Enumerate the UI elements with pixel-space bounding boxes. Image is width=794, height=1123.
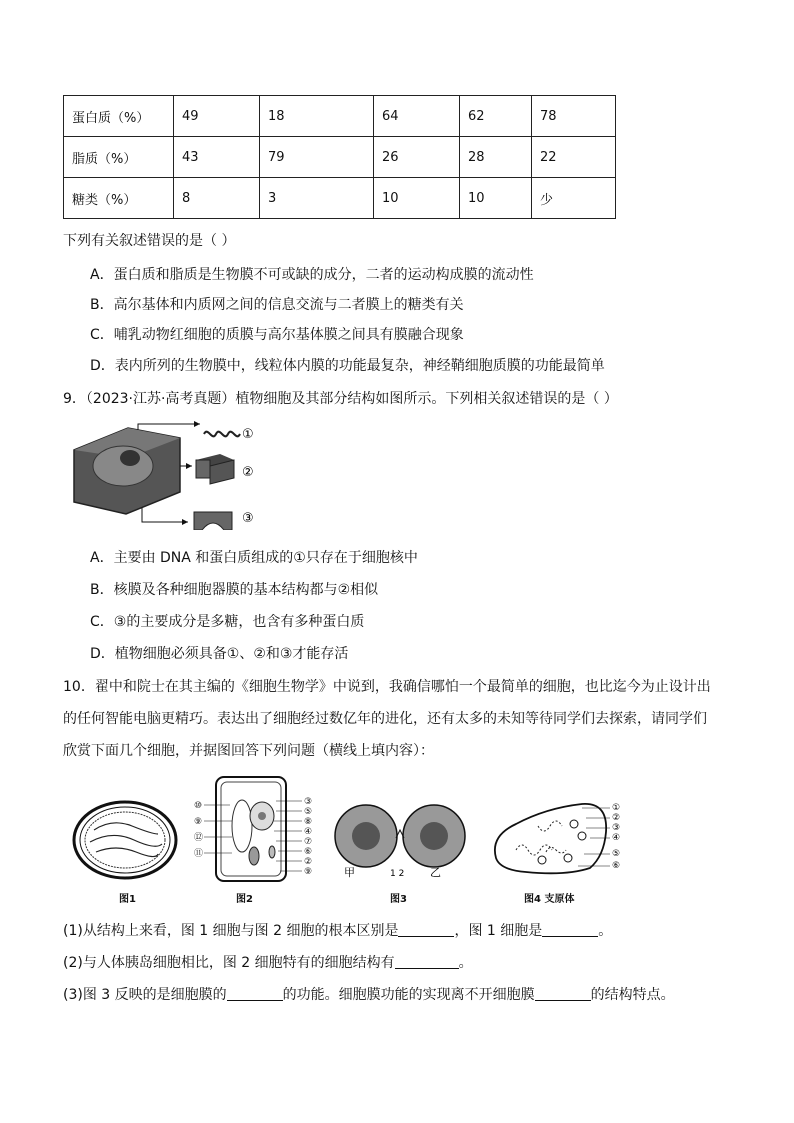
figure-3-cell-communication — [330, 802, 470, 880]
fig3-label-jia: 甲 — [344, 866, 355, 879]
table-cell: 62 — [460, 96, 532, 137]
figure-4-mycoplasma — [486, 796, 636, 878]
figure-1-prokaryote — [72, 800, 178, 882]
q10-sub-1 — [63, 921, 612, 941]
fig2-mitochondrion — [269, 846, 275, 858]
figure-2-caption: 图2 — [236, 894, 253, 905]
fig2-label-2: ② — [304, 857, 313, 867]
cell-interior — [93, 446, 153, 486]
fig4-label-5: ⑤ — [612, 849, 621, 859]
fig4-ribosome-4 — [564, 854, 572, 862]
nucleus-shape — [120, 450, 140, 466]
fig2-label-9: ⑨ — [194, 817, 203, 827]
sub1-text-a: (1)从结构上来看，图 1 细胞与图 2 细胞的根本区别是 — [63, 923, 399, 939]
table-cell: 8 — [174, 178, 260, 219]
q9-option-b: B．核膜及各种细胞器膜的基本结构都与②相似 — [90, 582, 379, 598]
fig2-wall — [216, 777, 286, 881]
fig2-label-9b: ⑨ — [304, 867, 313, 877]
fig2-label-6: ⑥ — [304, 847, 313, 857]
table-row-label: 脂质（%） — [64, 137, 174, 178]
q8-option-a: A．蛋白质和脂质是生物膜不可或缺的成分，二者的运动构成膜的流动性 — [90, 267, 534, 283]
sub1-blank-1[interactable] — [398, 922, 454, 937]
plant-cell-figure — [68, 418, 268, 530]
table-cell: 22 — [532, 137, 616, 178]
q8-option-c: C．哺乳动物红细胞的质膜与高尔基体膜之间具有膜融合现象 — [90, 327, 464, 343]
fig4-membrane — [495, 804, 606, 873]
structure-label-1: ① — [242, 427, 254, 442]
fig2-label-5: ⑤ — [304, 807, 313, 817]
fig2-nucleolus — [258, 812, 266, 820]
q8-stem: 下列有关叙述错误的是（ ） — [63, 233, 236, 249]
fig1-wall — [74, 802, 176, 878]
fig4-ribosome-1 — [570, 820, 578, 828]
fig2-label-11: ⑪ — [194, 849, 204, 859]
arrowhead-2 — [186, 463, 192, 469]
fig2-label-10: ⑩ — [194, 801, 203, 811]
figure-4-caption: 图4 支原体 — [524, 894, 575, 905]
table-cell: 43 — [174, 137, 260, 178]
fig2-chloroplast — [249, 847, 259, 865]
fig1-nucleoid — [90, 823, 162, 857]
q9-option-d: D．植物细胞必须具备①、②和③才能存活 — [90, 646, 349, 662]
arrow-1 — [138, 424, 200, 430]
structure-label-2: ② — [242, 465, 254, 480]
fig2-left-leaders — [204, 805, 232, 853]
figure-2-plant-cell — [190, 774, 320, 884]
table-row-label: 糖类（%） — [64, 178, 174, 219]
table-cell: 3 — [260, 178, 374, 219]
table-cell: 18 — [260, 96, 374, 137]
table-row — [64, 178, 616, 219]
sub1-text-c: 。 — [598, 923, 613, 939]
membrane-front — [196, 460, 210, 478]
sub3-blank-1[interactable] — [227, 986, 283, 1001]
fig2-label-3: ③ — [304, 797, 313, 807]
q10-stem-line-2: 的任何智能电脑更精巧。表达出了细胞经过数亿年的进化，还有太多的未知等待同学们去探索，请同学们 — [63, 711, 707, 727]
q10-stem-line-3: 欣赏下面几个细胞，并据图回答下列问题（横线上填内容）： — [63, 743, 434, 759]
sub3-text-c: 的结构特点。 — [590, 987, 675, 1003]
table-cell: 26 — [374, 137, 460, 178]
table-cell: 78 — [532, 96, 616, 137]
q10-sub-3 — [63, 985, 675, 1005]
fig2-label-4: ④ — [304, 827, 313, 837]
chromatin-coil — [204, 432, 240, 437]
fig1-cytoplasm — [85, 812, 165, 868]
fig4-ribosome-2 — [578, 832, 586, 840]
fig4-label-3: ③ — [612, 823, 621, 833]
fig3-label-yi: 乙 — [430, 866, 441, 879]
cell-wall-shape — [194, 512, 232, 530]
sub1-text-b: ，图 1 细胞是 — [454, 923, 543, 939]
table-row-label: 蛋白质（%） — [64, 96, 174, 137]
q8-option-d: D．表内所列的生物膜中，线粒体内膜的功能最复杂，神经鞘细胞质膜的功能最简单 — [90, 358, 605, 374]
table-row — [64, 137, 616, 178]
q9-option-a: A．主要由 DNA 和蛋白质组成的①只存在于细胞核中 — [90, 550, 418, 566]
table-cell: 64 — [374, 96, 460, 137]
table-cell: 49 — [174, 96, 260, 137]
table-cell: 28 — [460, 137, 532, 178]
sub3-text-b: 的功能。细胞膜功能的实现离不开细胞膜 — [282, 987, 535, 1003]
q8-option-b: B．高尔基体和内质网之间的信息交流与二者膜上的糖类有关 — [90, 297, 464, 313]
fig3-label-12: 1 2 — [390, 869, 405, 879]
table-cell: 79 — [260, 137, 374, 178]
figure-3-caption: 图3 — [390, 894, 407, 905]
sub3-blank-2[interactable] — [535, 986, 591, 1001]
sub3-text-a: (3)图 3 反映的是细胞膜的 — [63, 987, 227, 1003]
fig4-dna — [516, 821, 566, 855]
membrane-composition-table — [63, 95, 616, 219]
table-cell: 10 — [460, 178, 532, 219]
fig4-ribosome-3 — [538, 856, 546, 864]
q10-sub-2 — [63, 953, 473, 973]
fig2-vacuole — [232, 800, 252, 852]
arrow-3 — [142, 508, 188, 522]
q9-stem: 9．（2023·江苏·高考真题）植物细胞及其部分结构如图所示。下列相关叙述错误的是（ ） — [63, 391, 618, 407]
structure-label-3: ③ — [242, 511, 254, 526]
figure-1-caption: 图1 — [119, 894, 136, 905]
sub2-blank-1[interactable] — [395, 954, 459, 969]
sub2-text-a: (2)与人体胰岛细胞相比，图 2 细胞特有的细胞结构有 — [63, 955, 395, 971]
q10-stem-line-1: 10．翟中和院士在其主编的《细胞生物学》中说到，我确信哪怕一个最简单的细胞，也比迄今为止设计出 — [63, 679, 711, 695]
arrowhead-3 — [182, 519, 188, 525]
table-cell: 少 — [532, 178, 616, 219]
fig4-label-1: ① — [612, 803, 621, 813]
sub2-text-b: 。 — [458, 955, 473, 971]
fig2-label-8: ⑧ — [304, 817, 313, 827]
fig3-nucleus-jia — [352, 822, 380, 850]
table-cell: 10 — [374, 178, 460, 219]
fig4-label-2: ② — [612, 813, 621, 823]
fig4-label-4: ④ — [612, 833, 621, 843]
fig4-label-6: ⑥ — [612, 861, 621, 871]
fig3-nucleus-yi — [420, 822, 448, 850]
arrowhead-1 — [194, 421, 200, 427]
q9-option-c: C．③的主要成分是多糖，也含有多种蛋白质 — [90, 614, 365, 630]
fig2-label-12: ⑫ — [194, 833, 204, 843]
table-row — [64, 96, 616, 137]
fig2-label-7: ⑦ — [304, 837, 313, 847]
sub1-blank-2[interactable] — [542, 922, 598, 937]
fig2-right-leaders — [274, 801, 302, 871]
